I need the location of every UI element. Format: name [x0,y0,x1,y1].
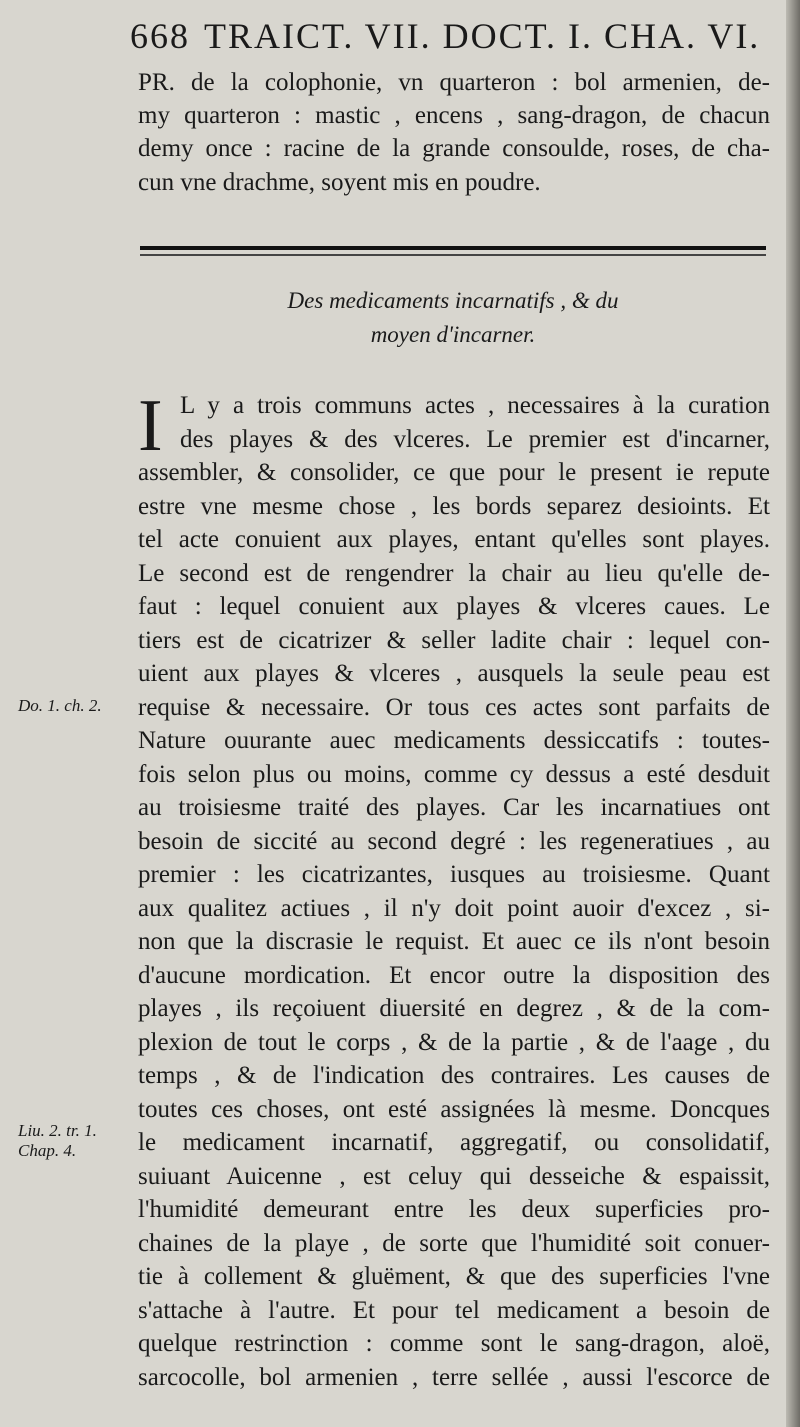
section-heading-line-2: moyen d'incarner. [370,322,536,347]
page-number: 668 [130,16,190,56]
text-line: sarcocolle, bol armenien , terre sellée , aussi l'escorce de [138,1363,770,1391]
margin-note: Do. 1. ch. 2. [18,696,102,715]
text-line: assembler, & consolider, ce que pour le present ie repute [138,459,770,486]
text-line: chaines de la playe , de sorte que l'humidité soit conuer- [138,1229,770,1257]
text-line: my quarteron : mastic , encens , sang-dragon, de chacun [138,102,770,130]
text-line: tiers est de cicatrizer & seller ladite chair : lequel con- [138,626,770,654]
section-divider-rule [140,246,766,256]
running-head [130,14,761,58]
text-line: d'aucune mordication. Et encor outre la disposition des [138,961,770,989]
margin-note: Liu. 2. tr. 1. [18,1121,97,1140]
text-line: estre vne mesme chose , les bords separez desioints. Et [138,492,770,520]
text-line: tie à collement & gluëment, & que des superficies l'vne [138,1263,770,1290]
text-line: playes , ils reçoiuent diuersité en degrez , & de la com- [138,995,770,1022]
text-line: fois selon plus ou moins, comme cy dessus a esté desduit [138,760,770,788]
text-line: faut : lequel conuient aux playes & vlceres caues. Le [138,593,770,620]
body-paragraph [138,385,770,1394]
running-head-title: TRAICT. VII. DOCT. I. CHA. VI. [204,16,761,56]
text-line: cun vne drachme, soyent mis en poudre. [138,168,541,196]
text-line: besoin de siccité au second degré : les regeneratiues , au [138,827,770,855]
drop-cap: I [138,385,163,467]
text-line: uient aux playes & vlceres , ausquels la seule peau est [138,660,770,687]
recipe-paragraph [138,66,770,199]
text-line: l'humidité demeurant entre les deux superficies pro- [138,1196,770,1223]
text-line: PR. de la colophonie, vn quarteron : bol armenien, de- [138,69,770,96]
text-line: Le second est de rengendrer la chair au lieu qu'elle de- [138,559,770,587]
text-line: s'attache à l'autre. Et pour tel medicament a besoin de [138,1296,770,1324]
text-line: L y a trois communs actes , necessaires à la curation [180,392,770,419]
text-line: au troisiesme traité des playes. Car les incarnatiues ont [138,794,770,821]
section-heading-line-1: Des medicaments incarnatifs , & du [287,288,619,313]
text-line: le medicament incarnatif, aggregatif, ou consolidatif, [138,1129,770,1156]
text-line: temps , & de l'indication des contraires. Les causes de [138,1062,770,1089]
page-edge-shadow [786,0,800,1427]
text-line: aux qualitez actiues , il n'y doit point auoir d'excez , si- [138,894,770,922]
text-line: suiuant Auicenne , est celuy qui desseiche & espaissit, [138,1162,770,1190]
text-line: plexion de tout le corps , & de la partie , & de l'aage , du [138,1028,770,1056]
text-line: non que la discrasie le requist. Et auec ce ils n'ont besoin [138,928,770,955]
text-line: des playes & des vlceres. Le premier est d'incarner, [180,425,770,453]
margin-note: Chap. 4. [18,1141,77,1160]
text-line: demy once : racine de la grande consoulde, roses, de cha- [138,135,770,163]
text-line: Nature ouurante auec medicaments dessiccatifs : toutes- [138,727,770,754]
text-line: toutes ces choses, ont esté assignées là mesme. Doncques [138,1095,770,1123]
text-line: requise & necessaire. Or tous ces actes sont parfaits de [138,693,770,721]
text-line: quelque restrinction : comme sont le sang-dragon, aloë, [138,1330,770,1357]
text-line: premier : les cicatrizantes, iusques au troisiesme. Quant [138,861,770,888]
text-line: tel acte conuient aux playes, entant qu'elles sont playes. [138,526,770,553]
